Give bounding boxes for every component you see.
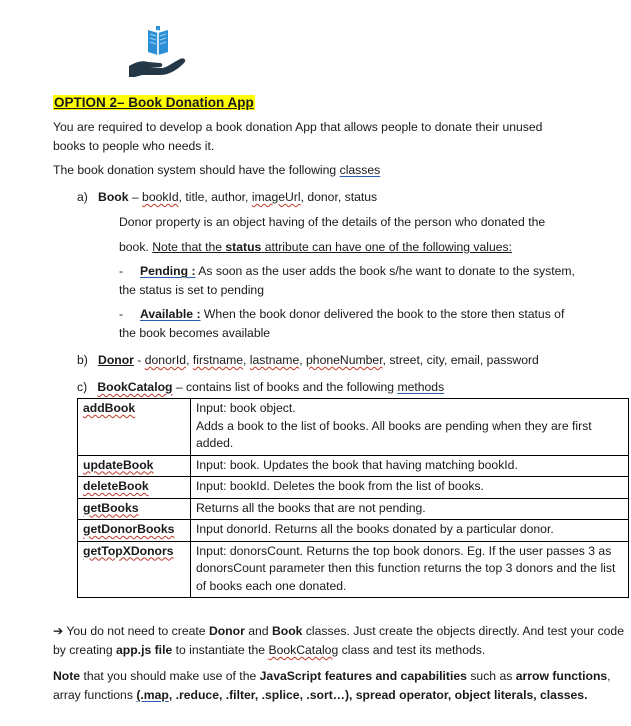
table-row <box>78 477 629 499</box>
table-row <box>78 520 629 542</box>
method-name-cell <box>78 477 191 499</box>
note2-map: (.map <box>136 688 169 702</box>
method-name-cell <box>78 498 191 520</box>
note2-text-1: that you should make use of the <box>83 669 257 683</box>
method-name: getBooks <box>83 500 139 515</box>
catalog-class-line <box>77 380 444 394</box>
pending-line-2: the status is set to pending <box>119 283 264 297</box>
intro-line-1: You are required to develop a book donation App that allows people to donate their unused <box>53 120 543 134</box>
note-paragraph-1 <box>53 622 628 660</box>
method-desc-line: Input: book object. <box>196 401 296 415</box>
comma-1: , <box>186 353 190 367</box>
table-row <box>78 399 629 456</box>
book-separator: – <box>128 190 143 204</box>
method-desc-line: Returns all the books that are not pending. <box>196 500 426 515</box>
donor-property-line: Donor property is an object having of the details of the person who donated the <box>119 215 546 229</box>
note2-features: JavaScript features and capabilities <box>259 669 467 683</box>
methods-word: methods <box>397 380 445 394</box>
book-fields-mid: , title, author, <box>178 190 249 204</box>
status-word: status <box>225 240 262 254</box>
pending-dash: - <box>119 264 124 278</box>
method-desc-line: Input: bookId. Deletes the book from the list of books. <box>196 479 484 493</box>
available-dash: - <box>119 307 124 321</box>
intro-line-2: books to people who needs it. <box>53 139 215 153</box>
status-pre: book. <box>119 240 149 254</box>
item-marker-a: a) <box>77 190 88 204</box>
method-desc-line: Input: donorsCount. Returns the top book donors. Eg. If the user passes 3 as donorsCount parameter then this function returns the top 3 donors and the list of books each one donated. <box>196 543 616 593</box>
book-id-field: bookId <box>142 190 179 204</box>
comma-2: , <box>243 353 247 367</box>
available-text-1: When the book donor delivered the book to the store then status of <box>203 307 565 321</box>
classes-lead: The book donation system should have the following <box>53 163 337 177</box>
note1-text-1: You do not need to create <box>66 624 206 638</box>
method-desc-line: Input: book. Updates the book that having matching bookId. <box>196 457 518 472</box>
firstname-field: firstname <box>192 353 243 367</box>
lastname-field: lastname <box>249 353 300 367</box>
note1-text-5: class and test its methods. <box>341 643 486 657</box>
classes-intro <box>53 163 380 177</box>
donor-id-field: donorId <box>144 353 187 367</box>
donor-class-name: Donor <box>98 353 134 367</box>
note1-text-4: to instantiate the <box>175 643 266 657</box>
book-class-name: Book <box>98 190 129 204</box>
note1-text-2: classes. Just create the objects directly. And test <box>305 624 568 638</box>
document-title <box>53 95 255 110</box>
note1-book: Book <box>271 624 303 638</box>
available-label: Available : <box>140 307 201 321</box>
note-paragraph-2 <box>53 667 628 705</box>
method-name-cell <box>78 399 191 456</box>
table-row <box>78 498 629 520</box>
donor-fields-rest: , street, city, email, password <box>382 353 539 367</box>
method-desc-cell <box>191 477 629 499</box>
classes-word: classes <box>339 163 381 177</box>
arrow-icon: ➔ <box>53 624 64 638</box>
book-in-hand-icon <box>126 24 190 78</box>
note2-spread: spread operator, object <box>355 688 491 702</box>
method-desc-cell <box>191 399 629 456</box>
method-name-cell <box>78 541 191 598</box>
note1-catalog: BookCatalog <box>268 643 339 657</box>
catalog-class-name: BookCatalog <box>97 380 173 394</box>
method-desc-cell <box>191 541 629 598</box>
note1-donor: Donor <box>208 624 245 638</box>
note2-arrow: arrow <box>515 669 549 683</box>
status-note-text <box>152 240 512 254</box>
item-marker-c: c) <box>77 380 88 394</box>
method-name-cell <box>78 455 191 477</box>
method-desc-line: Input donorId. Returns all the books donated by a particular donor. <box>196 522 554 536</box>
status-note-lead: Note that the <box>152 240 223 254</box>
available-line-1 <box>119 307 564 321</box>
method-name: addBook <box>83 401 136 415</box>
methods-table <box>77 398 629 598</box>
note2-functions: functions <box>552 669 608 683</box>
book-fields-rest: , donor, status <box>300 190 378 204</box>
method-name: deleteBook <box>83 479 149 493</box>
book-class-line <box>77 190 377 204</box>
note1-text-3: your code by creating <box>53 624 624 657</box>
method-name: getDonorBooks <box>83 522 175 536</box>
method-desc-line: Adds a book to the list of books. All books are pending when they are first added. <box>196 418 592 450</box>
item-marker-b: b) <box>77 353 88 367</box>
note1-and: and <box>248 624 269 638</box>
method-desc-cell <box>191 520 629 542</box>
pending-line-1 <box>119 264 575 278</box>
note2-text-2: such as <box>470 669 513 683</box>
comma-3: , <box>299 353 303 367</box>
note2-literals: literals, classes. <box>493 688 588 702</box>
title-highlight: OPTION 2– Book Donation App <box>54 95 254 110</box>
donor-class-line <box>77 353 539 367</box>
available-line-2: the book becomes available <box>119 326 271 340</box>
pending-text-1: As soon as the user adds the book s/he want to donate to the system, <box>198 264 575 278</box>
pending-label: Pending : <box>140 264 196 278</box>
note2-note: Note <box>53 669 81 683</box>
image-url-field: imageUrl <box>251 190 301 204</box>
status-note-line <box>119 240 512 254</box>
phone-field: phoneNumber <box>306 353 383 367</box>
table-row <box>78 541 629 598</box>
status-note-post: attribute can have one of the following values: <box>264 240 512 254</box>
donor-separator: - <box>133 353 145 367</box>
table-row <box>78 455 629 477</box>
catalog-mid: – contains list of books and the following <box>172 380 395 394</box>
note2-list: , .reduce, .filter, .splice, .sort…), <box>168 688 353 702</box>
note1-appjs: app.js file <box>116 643 173 657</box>
method-name-cell <box>78 520 191 542</box>
note2-text-3: , array functions <box>53 669 611 702</box>
method-desc-cell <box>191 455 629 477</box>
method-name: updateBook <box>83 457 154 472</box>
method-name: getTopXDonors <box>83 543 174 558</box>
method-desc-cell <box>191 498 629 520</box>
